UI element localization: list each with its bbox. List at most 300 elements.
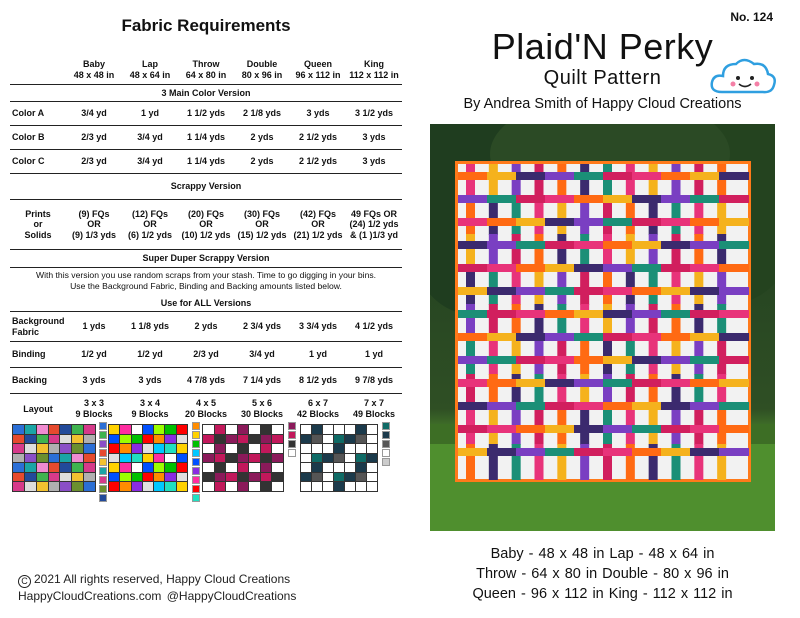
quilt-strip-horizontal: [661, 425, 691, 433]
scrappy-title-row: [10, 174, 402, 200]
thumbnail-cell: [215, 444, 226, 453]
size-header-0: [66, 56, 122, 84]
cell-line: (6) 1/2 yds: [127, 230, 173, 241]
quilt-strip-horizontal: [487, 264, 517, 272]
thumbnail-cell: [301, 454, 311, 463]
thumbnail-cell: [272, 425, 283, 434]
thumbnail-cell: [215, 482, 226, 491]
thumbnail-cell: [25, 425, 36, 434]
cell-line: With this version you use random scraps from your stash. Time to go digging in your bins.: [35, 270, 377, 281]
value-cell: [234, 200, 290, 250]
cell-line: OR: [311, 219, 325, 230]
quilt-strip-vertical: [489, 199, 498, 235]
quilt-strip-horizontal: [603, 356, 633, 364]
thumbnail-cell: [203, 463, 214, 472]
main-row-1: [10, 126, 402, 150]
value-cell: 3 yds: [290, 102, 346, 126]
quilt-strip-horizontal: [690, 356, 720, 364]
thumbnail-cell: [49, 444, 60, 453]
thumbnail-cell: [203, 435, 214, 444]
thumbnail-cell: [272, 454, 283, 463]
row-label: [10, 200, 66, 250]
thumbnail-cell: [226, 482, 237, 491]
thumbnail-cell: [109, 435, 119, 444]
row-label: Layout: [23, 403, 53, 414]
thumbnail-cell: [215, 473, 226, 482]
thumbnail-cell: [272, 444, 283, 453]
value-cell: 1 yds: [66, 312, 122, 342]
cell-line: Fabric: [12, 326, 40, 337]
quilt-strip-horizontal: [690, 287, 720, 295]
color-swatch: [288, 449, 296, 457]
thumbnail-cell: [120, 482, 130, 491]
section-title-main: 3 Main Color Version: [10, 84, 402, 102]
value-cell: 4 7/8 yds: [178, 368, 234, 394]
value-cell: 2 1/8 yds: [234, 102, 290, 126]
cell-line: Binding: [12, 349, 46, 360]
thumbnail-cell: [13, 425, 24, 434]
quilt-strip-vertical: [466, 164, 475, 200]
website-link[interactable]: HappyCloudCreations.com: [18, 589, 162, 603]
cell-line: OR: [143, 219, 157, 230]
quilt-strip-horizontal: [661, 218, 691, 226]
thumbnail-cell: [60, 435, 71, 444]
cell-line: OR: [255, 219, 269, 230]
layout-cell: [234, 394, 290, 424]
quilt-strip-vertical: [489, 164, 498, 200]
thumbnail-cell: [261, 482, 272, 491]
value-cell: 3/4 yd: [66, 102, 122, 126]
thumbnail-cell: [60, 444, 71, 453]
thumbnail-cell: [238, 425, 249, 434]
thumbnail-cell: [49, 463, 60, 472]
quilt-strip-horizontal: [545, 264, 575, 272]
thumbnail-cell: [312, 482, 322, 491]
quilt-strip-horizontal: [661, 310, 691, 318]
quilt-strip-horizontal: [690, 310, 720, 318]
thumbnail-cell: [238, 454, 249, 463]
thumbnail-cell: [132, 473, 142, 482]
thumbnail-cell: [37, 473, 48, 482]
cell-line: Prints: [25, 208, 51, 219]
cell-line: 42 Blocks: [296, 409, 340, 420]
quilt-strip-horizontal: [487, 287, 517, 295]
social-handle[interactable]: @HappyCloudCreations: [166, 589, 297, 603]
quilt-strip-horizontal: [516, 287, 546, 295]
layout-cell: [66, 394, 122, 424]
color-swatch: [288, 440, 296, 448]
thumbnail-cell: [132, 454, 142, 463]
layout-cell: [122, 394, 178, 424]
quilt-strip-horizontal: [632, 241, 662, 249]
quilt-strip-vertical: [535, 164, 544, 200]
thumbnail-cell: [177, 435, 187, 444]
quilt-strip-horizontal: [632, 425, 662, 433]
value-cell: 3 yds: [122, 368, 178, 394]
thumbnail-cell: [72, 435, 83, 444]
thumbnail-cell: [312, 435, 322, 444]
value-cell: [290, 200, 346, 250]
quilt-strip-horizontal: [545, 402, 575, 410]
thumbnail-cell: [132, 444, 142, 453]
color-swatch-column: [288, 422, 296, 457]
quilt-strip-horizontal: [458, 333, 488, 341]
thumbnail-cell: [226, 444, 237, 453]
value-cell: 1/2 yd: [122, 342, 178, 368]
quilt-strip-horizontal: [603, 287, 633, 295]
thumbnail-cell: [356, 425, 366, 434]
thumbnail-cell: [367, 473, 377, 482]
thumbnail-cell: [84, 454, 95, 463]
color-swatch: [99, 431, 107, 439]
quilt-strip-vertical: [466, 199, 475, 235]
thumbnail-cell: [84, 463, 95, 472]
thumbnail-cell: [120, 435, 130, 444]
quilt-strip-horizontal: [458, 264, 488, 272]
quilt-strip-horizontal: [661, 172, 691, 180]
quilt-strip-horizontal: [632, 402, 662, 410]
layout-cell: [290, 394, 346, 424]
thumbnail-cell: [215, 425, 226, 434]
thumbnail-cell: [367, 425, 377, 434]
cell-line: Backing: [12, 375, 48, 386]
quilt-strip-horizontal: [487, 310, 517, 318]
size-header-3: [234, 56, 290, 84]
color-swatch: [99, 440, 107, 448]
thumbnail-cell: [72, 444, 83, 453]
value-cell: 1/2 yd: [66, 342, 122, 368]
cell-line: 6 x 7: [307, 398, 329, 409]
thumbnail-cell: [72, 454, 83, 463]
thumbnail-cell: [261, 454, 272, 463]
thumbnail-cell: [72, 463, 83, 472]
thumbnail-cell: [143, 425, 153, 434]
quilt-strip-vertical: [512, 164, 521, 200]
thumbnail-cell: [226, 454, 237, 463]
quilt-strip-horizontal: [545, 356, 575, 364]
thumbnail-cell: [154, 435, 164, 444]
thumbnail-cell: [177, 425, 187, 434]
thumbnail-cell: [165, 463, 175, 472]
value-cell: 7 1/4 yds: [234, 368, 290, 394]
thumbnail-cell: [238, 473, 249, 482]
thumbnail-cell: [312, 463, 322, 472]
value-cell: 2/3 yd: [178, 342, 234, 368]
pattern-title: Plaid'N Perky: [491, 26, 714, 67]
sizes-line-3: Queen - 96 x 112 in King - 112 x 112 in: [472, 586, 733, 602]
color-swatch: [192, 494, 200, 502]
quilt-strip-horizontal: [574, 264, 604, 272]
main-version-title-row: [10, 84, 402, 102]
thumbnail-cell: [301, 463, 311, 472]
thumbnail-cell: [345, 473, 355, 482]
thumbnail-cell: [367, 482, 377, 491]
quilt-strip-horizontal: [719, 356, 749, 364]
section-title-super-scrappy: Super Duper Scrappy Version: [10, 250, 402, 268]
cell-line: 9 Blocks: [75, 409, 113, 420]
thumbnail-cell: [323, 482, 333, 491]
quilt-strip-horizontal: [487, 402, 517, 410]
quilt-strip-vertical: [557, 164, 566, 200]
cell-line: 5 x 6: [251, 398, 273, 409]
cell-line: 49 FQs OR: [350, 208, 397, 219]
quilt-strip-horizontal: [545, 241, 575, 249]
thumbnail-cell: [249, 454, 260, 463]
thumbnail-cell: [13, 435, 24, 444]
thumbnail-cell: [272, 473, 283, 482]
thumbnail-cell: [238, 463, 249, 472]
quilt-strip-horizontal: [690, 379, 720, 387]
value-cell: [122, 200, 178, 250]
quilt-strip-horizontal: [603, 310, 633, 318]
cell-line: (10) 1/2 yds: [181, 230, 231, 241]
thumbnail-cell: [154, 444, 164, 453]
thumbnail-cell: [132, 463, 142, 472]
thumbnail-cell: [84, 425, 95, 434]
color-swatch: [288, 422, 296, 430]
quilt-strip-horizontal: [603, 402, 633, 410]
quilt-strip-horizontal: [690, 402, 720, 410]
quilt-strip-horizontal: [487, 195, 517, 203]
thumbnail-cell: [249, 435, 260, 444]
thumbnail-cell: [226, 463, 237, 472]
cell-line: 112 x 112 in: [349, 69, 399, 80]
quilt-strip-horizontal: [574, 425, 604, 433]
cell-line: OR: [87, 219, 101, 230]
thumbnail-cell: [249, 482, 260, 491]
quilt-strip-horizontal: [516, 195, 546, 203]
thumbnail-cell: [13, 482, 24, 491]
color-swatch: [99, 485, 107, 493]
quilt-strip-horizontal: [661, 402, 691, 410]
thumbnail-cell: [226, 473, 237, 482]
quilt-strip-horizontal: [661, 287, 691, 295]
color-swatch: [192, 458, 200, 466]
color-swatch: [382, 458, 390, 466]
quilt-strip-horizontal: [545, 218, 575, 226]
cell-line: or: [33, 219, 43, 230]
cell-line: (9) FQs: [78, 208, 110, 219]
color-swatch: [192, 467, 200, 475]
thumbnail-cell: [154, 473, 164, 482]
quilt-strip-horizontal: [661, 241, 691, 249]
quilt-strip-horizontal: [719, 218, 749, 226]
quilt-sizes: [430, 544, 775, 604]
quilt-strip-horizontal: [690, 241, 720, 249]
thumbnail-cell: [25, 454, 36, 463]
quilt-strip-horizontal: [516, 241, 546, 249]
cell-line: & (1 )1/3 yd: [349, 230, 398, 241]
quilt-strip-vertical: [580, 199, 589, 235]
thumbnail-cell: [13, 454, 24, 463]
thumbnail-cell: [49, 425, 60, 434]
size-header-5: [346, 56, 402, 84]
quilt-strip-horizontal: [632, 287, 662, 295]
quilt-strip-horizontal: [690, 195, 720, 203]
thumbnail-cell: [37, 425, 48, 434]
thumbnail-cell: [143, 444, 153, 453]
thumbnail-cell: [60, 425, 71, 434]
thumbnail-cell: [345, 425, 355, 434]
thumbnail-cell: [84, 482, 95, 491]
thumbnail-cell: [238, 444, 249, 453]
thumbnail-cell: [203, 454, 214, 463]
cell-line: 3 x 4: [139, 398, 161, 409]
thumbnail-cell: [249, 425, 260, 434]
value-cell: 1 1/4 yds: [178, 150, 234, 174]
thumbnail-cell: [261, 425, 272, 434]
thumbnail-cell: [249, 473, 260, 482]
quilt-strip-vertical: [672, 199, 681, 235]
thumbnail-cell: [301, 444, 311, 453]
quilt-strip-horizontal: [719, 448, 749, 456]
fabric-requirements-table: [10, 56, 402, 424]
quilt-photo: [430, 124, 775, 531]
quilt-strip-horizontal: [690, 218, 720, 226]
quilt-strip-horizontal: [690, 425, 720, 433]
thumbnail-cell: [203, 482, 214, 491]
thumbnail-cell: [215, 435, 226, 444]
quilt-strip-vertical: [649, 164, 658, 200]
thumbnail-cell: [367, 435, 377, 444]
pattern-subtitle: Quilt Pattern: [543, 67, 662, 89]
quilt-strip-horizontal: [632, 379, 662, 387]
value-cell: 9 7/8 yds: [346, 368, 402, 394]
scrappy-row: [10, 200, 402, 250]
color-swatch: [99, 449, 107, 457]
thumbnail-cell: [120, 463, 130, 472]
quilt-strip-horizontal: [690, 448, 720, 456]
thumbnail-cell: [143, 482, 153, 491]
thumbnail-cell: [345, 444, 355, 453]
thumbnail-cell: [312, 444, 322, 453]
quilt-strip-vertical: [557, 199, 566, 235]
layout-thumbnail: [12, 424, 96, 492]
quilt-strip-horizontal: [458, 425, 488, 433]
thumbnail-cell: [203, 473, 214, 482]
cell-line: OR: [199, 219, 213, 230]
thumbnail-cell: [334, 444, 344, 453]
thumbnail-cell: [60, 463, 71, 472]
quilt-strip-horizontal: [690, 264, 720, 272]
thumbnail-cell: [49, 473, 60, 482]
thumbnail-cell: [345, 463, 355, 472]
quilt-strip-horizontal: [632, 195, 662, 203]
thumbnail-cell: [154, 463, 164, 472]
value-cell: 3/4 yd: [122, 126, 178, 150]
thumbnail-cell: [367, 444, 377, 453]
main-row-0: [10, 102, 402, 126]
copyright-icon: C: [18, 575, 31, 588]
row-label: Color B: [10, 126, 66, 150]
color-swatch: [192, 431, 200, 439]
quilt-image: [430, 124, 775, 531]
quilt-strip-horizontal: [458, 172, 488, 180]
cell-line: (20) FQs: [187, 208, 224, 219]
thumbnail-cell: [37, 482, 48, 491]
cell-line: Solids: [24, 230, 52, 241]
copyright-text: 2021 All rights reserved, Happy Cloud Creations: [34, 572, 291, 586]
row-label: Color C: [10, 150, 66, 174]
quilt-strip-horizontal: [632, 264, 662, 272]
thumbnail-cell: [37, 444, 48, 453]
thumbnail-cell: [249, 444, 260, 453]
quilt-strip-horizontal: [719, 172, 749, 180]
cell-line: 4 x 5: [195, 398, 217, 409]
sizes-line-1: Baby - 48 x 48 in Lap - 48 x 64 in: [490, 546, 715, 562]
thumbnail-cell: [120, 425, 130, 434]
thumbnail-cell: [154, 454, 164, 463]
color-swatch: [99, 476, 107, 484]
quilt-strip-horizontal: [458, 310, 488, 318]
cell-line: 48 x 64 in: [129, 69, 171, 80]
thumbnail-cell: [154, 425, 164, 434]
quilt-strip-horizontal: [516, 333, 546, 341]
value-cell: 1 1/2 yds: [178, 102, 234, 126]
thumbnail-cell: [72, 473, 83, 482]
thumbnail-cell: [334, 425, 344, 434]
thumbnail-cell: [334, 482, 344, 491]
all-versions-title-row: [10, 295, 402, 312]
all-row-1: [10, 342, 402, 368]
web-links: [18, 589, 296, 603]
quilt-strip-horizontal: [516, 310, 546, 318]
cell-line: 96 x 112 in: [295, 69, 341, 80]
thumbnail-cell: [356, 463, 366, 472]
quilt-strip-horizontal: [458, 241, 488, 249]
thumbnail-cell: [60, 454, 71, 463]
quilt-strip-vertical: [603, 164, 612, 200]
color-swatch: [382, 422, 390, 430]
section-title-scrappy: Scrappy Version: [10, 174, 402, 200]
quilt-strip-horizontal: [719, 264, 749, 272]
thumbnail-cell: [49, 482, 60, 491]
thumbnail-cell: [323, 473, 333, 482]
quilt-strip-horizontal: [458, 195, 488, 203]
thumbnail-cell: [109, 473, 119, 482]
row-label: Color A: [10, 102, 66, 126]
quilt-strip-horizontal: [574, 448, 604, 456]
value-cell: 2/3 yd: [66, 126, 122, 150]
thumbnail-cell: [165, 454, 175, 463]
quilt-strip-horizontal: [574, 241, 604, 249]
value-cell: 3 3/4 yds: [290, 312, 346, 342]
copyright: [18, 572, 290, 588]
thumbnail-cell: [143, 435, 153, 444]
color-swatch: [382, 449, 390, 457]
value-cell: 8 1/2 yds: [290, 368, 346, 394]
pattern-number: No. 124: [730, 10, 773, 24]
quilt-strip-horizontal: [574, 287, 604, 295]
layout-thumbnail: [202, 424, 284, 492]
value-cell: 2 yds: [178, 312, 234, 342]
thumbnail-cell: [49, 435, 60, 444]
thumbnail-cell: [203, 444, 214, 453]
thumbnail-cell: [226, 435, 237, 444]
thumbnail-cell: [37, 454, 48, 463]
header-spacer: [10, 56, 66, 84]
color-swatch: [192, 485, 200, 493]
thumbnail-cell: [25, 463, 36, 472]
quilt-strip-horizontal: [487, 333, 517, 341]
value-cell: 3/4 yd: [234, 342, 290, 368]
quilt-strip-horizontal: [574, 310, 604, 318]
quilt-strip-horizontal: [603, 448, 633, 456]
section-title-all: Use for ALL Versions: [10, 295, 402, 312]
quilt-strip-horizontal: [516, 264, 546, 272]
quilt-strip-vertical: [626, 164, 635, 200]
quilt-strip-horizontal: [487, 172, 517, 180]
